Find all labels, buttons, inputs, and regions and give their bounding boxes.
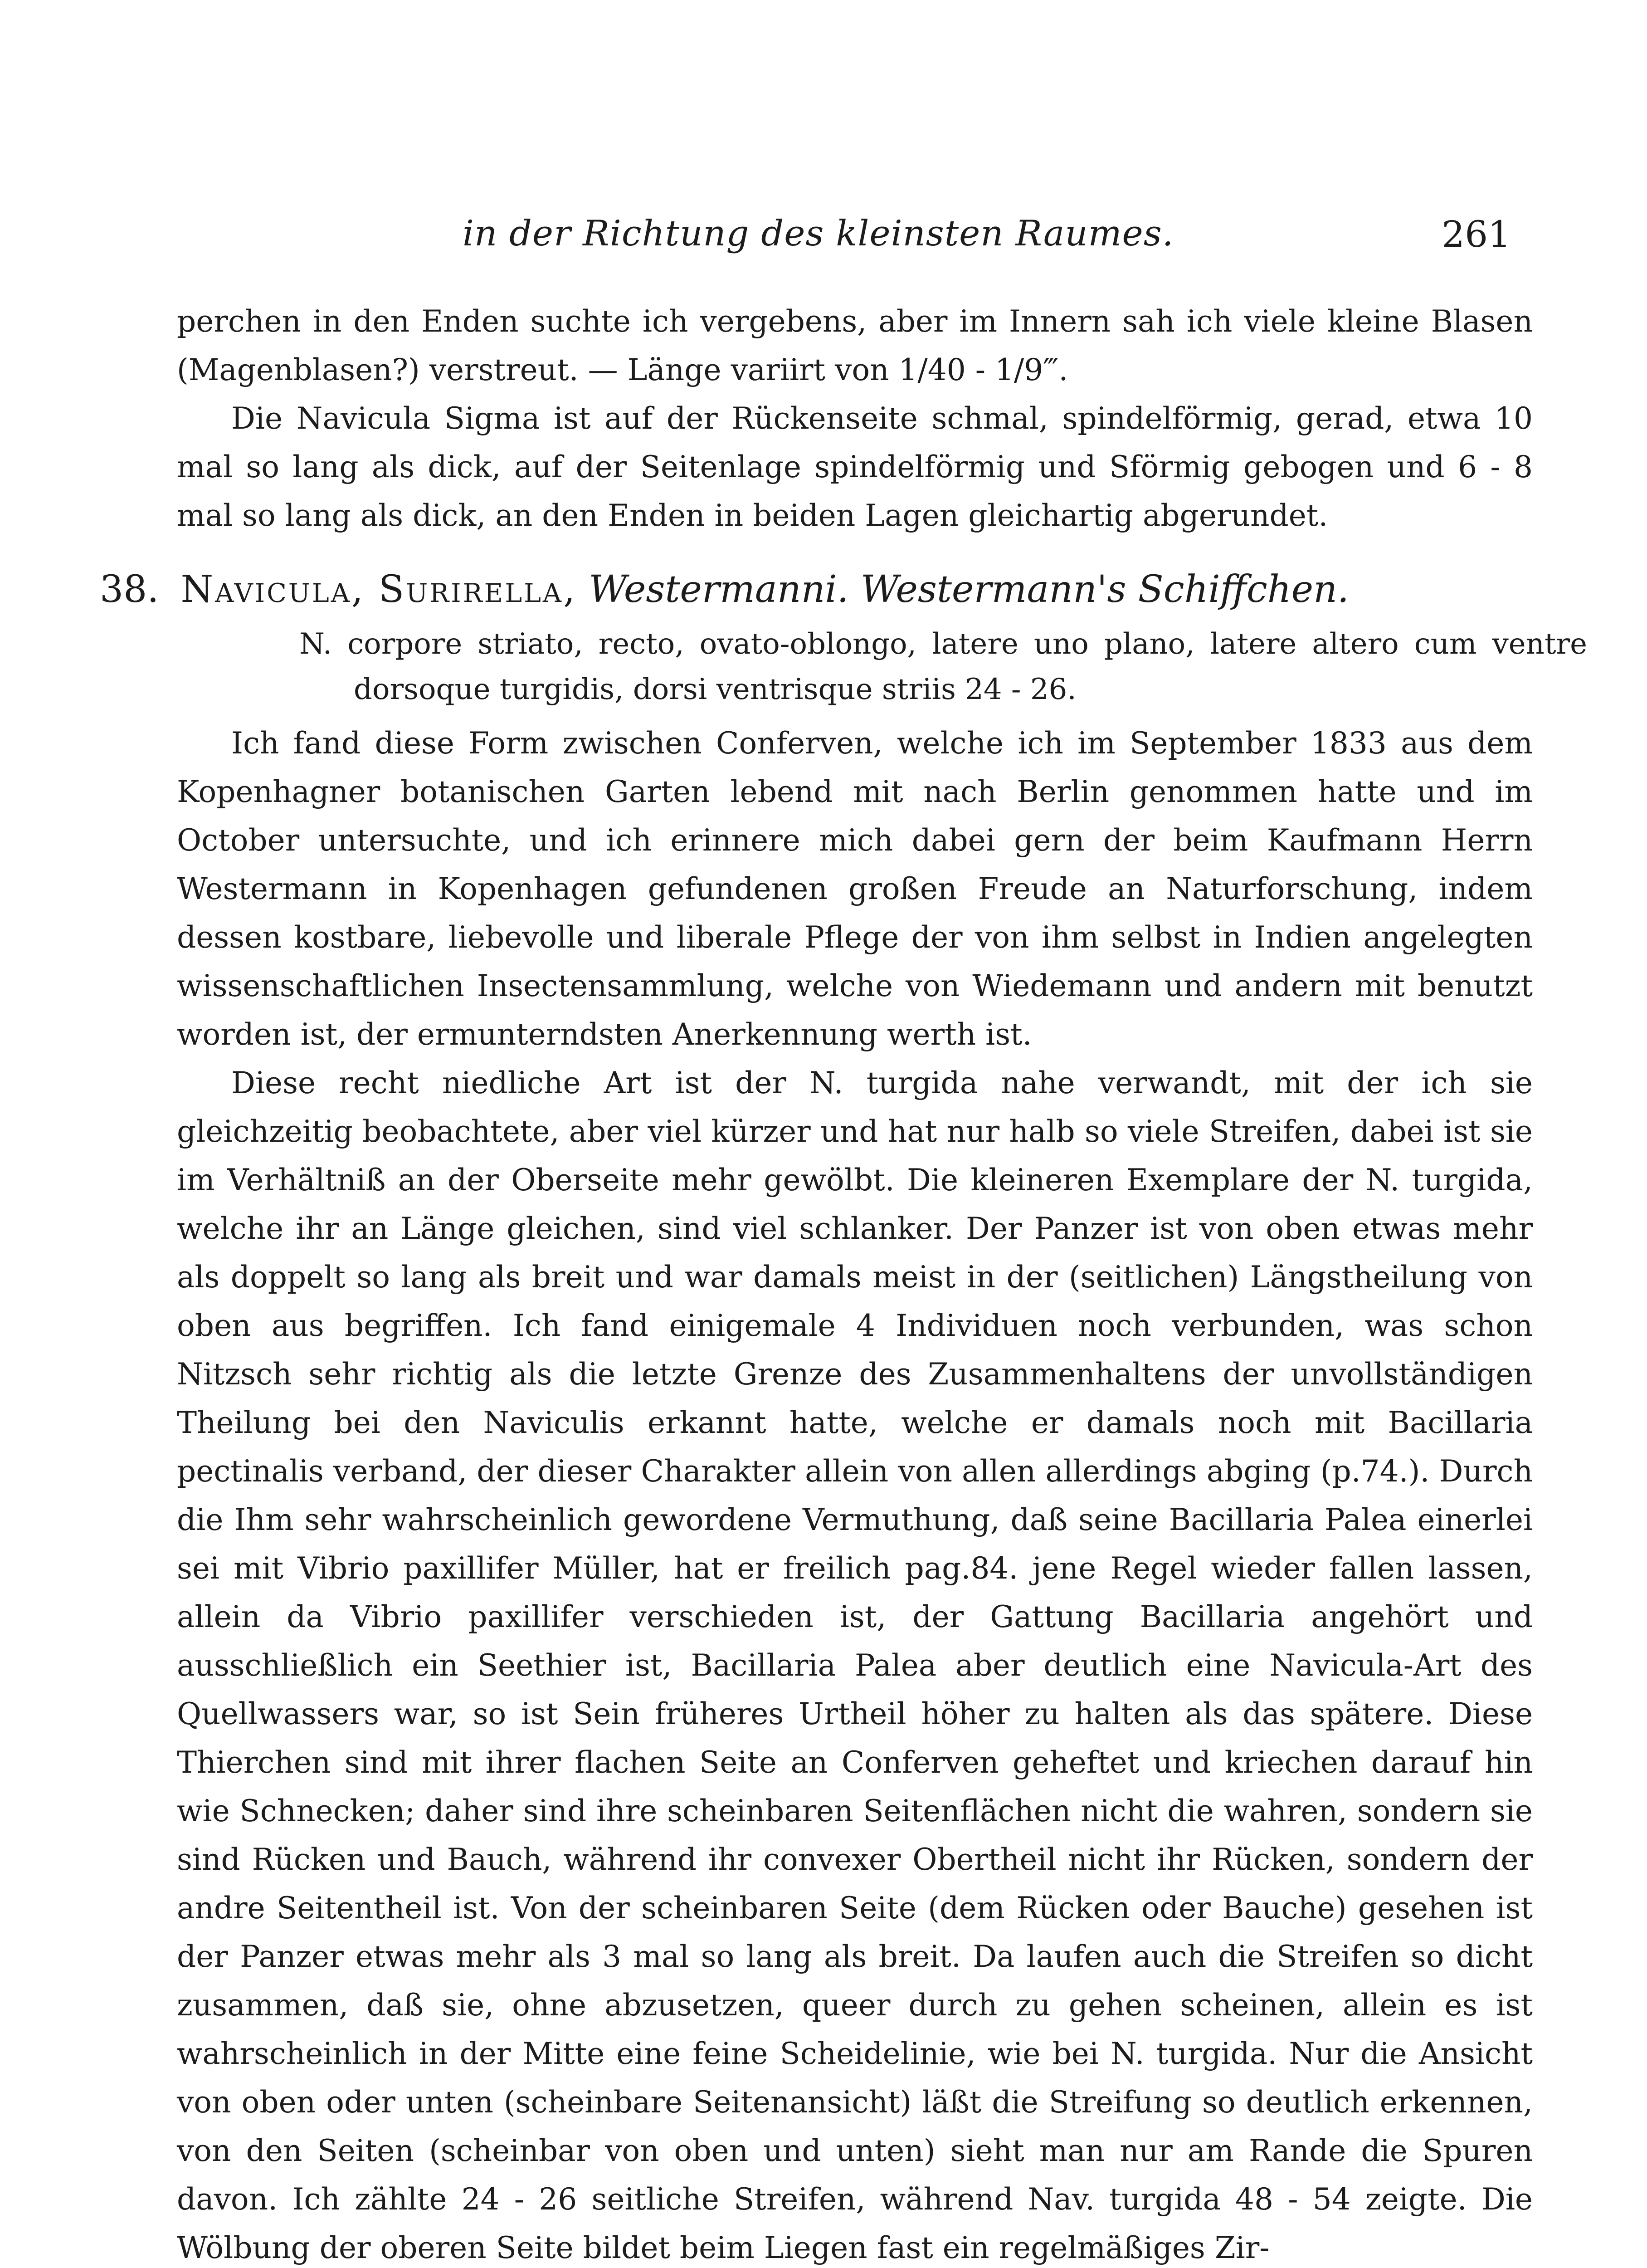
main-text	[177, 719, 1533, 2268]
species-number: 38.	[100, 568, 159, 611]
species-heading	[100, 562, 1533, 617]
species-genus: Navicula, Surirella,	[180, 568, 577, 611]
running-head: in der Richtung des kleinsten Raumes.	[463, 213, 1174, 254]
species-common-name: Westermann's Schiffchen.	[860, 568, 1349, 611]
intro-text	[177, 297, 1533, 540]
body-paragraph: Diese recht niedliche Art ist der N. turgida nahe verwandt, mit der ich sie gleichzeitig beobachtete, aber viel kürzer und hat nur halb so viele Streifen, dabei ist sie im Verhältniß an der Oberseite mehr gewölbt. Die kleineren Exemplare der N. turgida, welche ihr an Länge gleichen, sind viel schlanker. Der Panzer ist von oben etwas mehr als doppelt so lang als breit und war damals meist in der (seitlichen) Längstheilung von oben aus begriffen. Ich fand einigemale 4 Individuen noch verbunden, was schon Nitzsch sehr richtig als die letzte Grenze des Zusammenhaltens der unvollständigen Theilung bei den Naviculis erkannt hatte, welche er damals noch mit Bacillaria pectinalis verband, der dieser Charakter allein von allen allerdings abging (p.74.). Durch die Ihm sehr wahrscheinlich gewordene Vermuthung, daß seine Bacillaria Palea einerlei sei mit Vibrio paxillifer Müller, hat er freilich pag.84. jene Regel wieder fallen lassen, allein da Vibrio paxillifer verschieden ist, der Gattung Bacillaria angehört und ausschließlich ein Seethier ist, Bacillaria Palea aber deutlich eine Navicula-Art des Quellwassers war, so ist Sein früheres Urtheil höher zu halten als das spätere. Diese Thierchen sind mit ihrer flachen Seite an Conferven geheftet und kriechen darauf hin wie Schnecken; daher sind ihre scheinbaren Seitenflächen nicht die wahren, sondern sie sind Rücken und Bauch, während ihr convexer Obertheil nicht ihr Rücken, sondern der andre Seitentheil ist. Von der scheinbaren Seite (dem Rücken oder Bauche) gesehen ist der Panzer etwas mehr als 3 mal so lang als breit. Da laufen auch die Streifen so dicht zusammen, daß sie, ohne abzusetzen, queer durch zu gehen scheinen, allein es ist wahrscheinlich in der Mitte eine feine Scheidelinie, wie bei N. turgida. Nur die Ansicht von oben oder unten (scheinbare Seitenansicht) läßt die Streifung so deutlich erkennen, von den Seiten (scheinbar von oben und unten) sieht man nur am Rande die Spuren davon. Ich zählte 24 - 26 seitliche Streifen, während Nav. turgida 48 - 54 zeigte. Die Wölbung der oberen Seite bildet beim Liegen fast ein regelmäßiges Zir-	[177, 1066, 1533, 2265]
body-paragraph: Ich fand diese Form zwischen Conferven, welche ich im September 1833 aus dem Kopenhagner botanischen Garten lebend mit nach Berlin genommen hatte und im October untersuchte, und ich erinnere mich dabei gern der beim Kaufmann Herrn Westermann in Kopenhagen gefundenen großen Freude an Naturforschung, indem dessen kostbare, liebevolle und liberale Pflege der von ihm selbst in Indien angelegten wissenschaftlichen Insectensammlung, welche von Wiedemann und andern mit benutzt worden ist, der ermunterndsten Anerkennung werth ist.	[177, 726, 1533, 1052]
intro-paragraph: Die Navicula Sigma ist auf der Rückenseite schmal, spindelförmig, gerad, etwa 10 mal so lang als dick, auf der Seitenlage spindelförmig und Sförmig gebogen und 6 - 8 mal so lang als dick, an den Enden in beiden Lagen gleichartig abgerundet.	[177, 401, 1533, 533]
latin-diagnosis: N. corpore striato, recto, ovato-oblongo, latere uno plano, latere altero cum ventre dorsoque turgidis, dorsi ventrisque striis 24 - 26.	[299, 627, 1587, 706]
intro-paragraph: perchen in den Enden suchte ich vergebens, aber im Innern sah ich viele kleine Blasen (Magenblasen?) verstreut. — Länge variirt von 1/40 - 1/9‴.	[177, 304, 1533, 387]
page-number: 261	[1442, 213, 1511, 255]
species-name: Westermanni.	[589, 568, 849, 611]
